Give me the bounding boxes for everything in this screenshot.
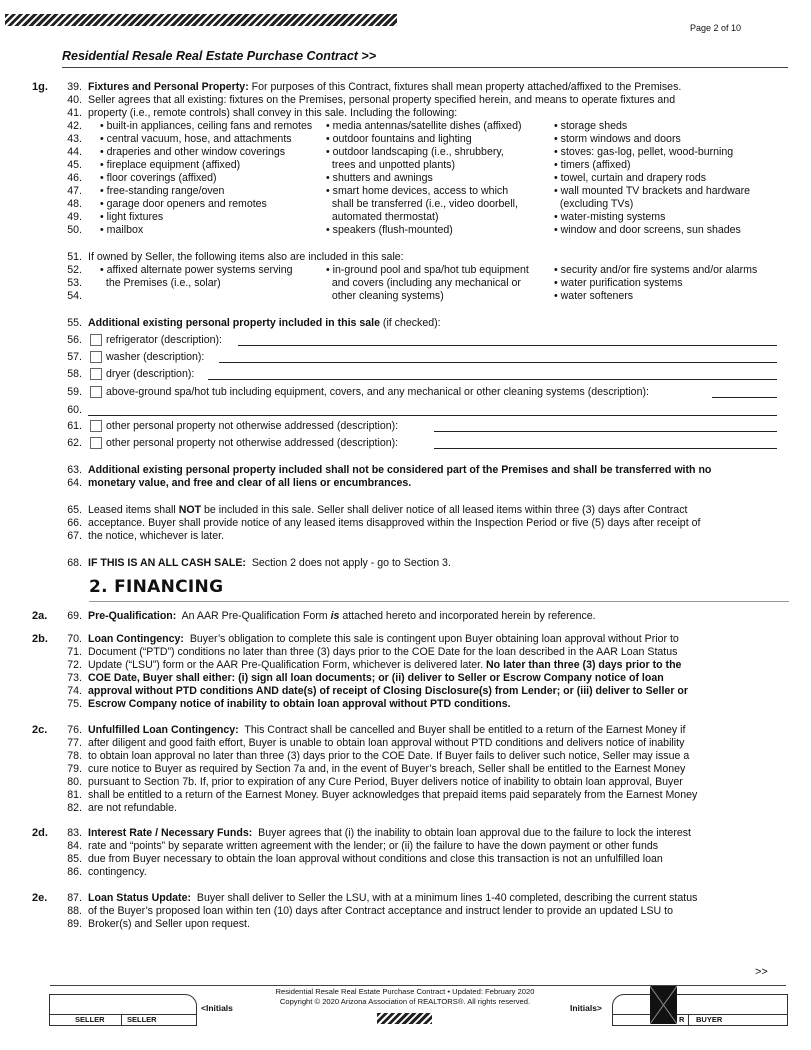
line-69: 69. Pre-Qualification: An AAR Pre-Qualification Form is attached hereto and incorporated herein by reference. — [67, 610, 596, 622]
list-row: 53. the Premises (i.e., solar) and covers (including any mechanical or • water purification systems — [67, 277, 683, 289]
line-65: 65. Leased items shall NOT be included in this sale. Seller shall deliver notice of all leased items within three (3) days after Contract — [67, 504, 688, 516]
dryer-checkbox[interactable] — [90, 368, 102, 380]
line-76: 76. Unfulfilled Loan Contingency: This Contract shall be cancelled and Buyer shall be entitled to a return of the Earnest Money if — [67, 724, 686, 736]
page-title: Residential Resale Real Estate Purchase Contract >> — [62, 49, 377, 63]
line-86: 86. contingency. — [67, 866, 147, 878]
line-55: 55. Additional existing personal property included in this sale (if checked): — [67, 317, 441, 329]
checkbox-row-dryer: 58. dryer (description): — [62, 368, 777, 381]
line-66: 66. acceptance. Buyer shall provide notice of any leased items disapproved within the Inspection Period or five (5) days after receipt of — [67, 517, 701, 529]
line-74: 74. approval without PTD conditions AND date(s) of receipt of Closing Disclosure(s) from Lender; or (iii) deliver to Seller or — [67, 685, 688, 697]
list-row: 54. other cleaning systems) • water softeners — [67, 290, 634, 302]
checkbox-row-refrigerator: 56. refrigerator (description): — [62, 334, 777, 347]
seller-initials-divider — [49, 1014, 197, 1015]
line-81: 81. shall be entitled to a return of the Earnest Money. Buyer acknowledges that prepaid items paid separately from the Earnest Money — [67, 789, 698, 801]
section-label-1g: 1g. — [32, 81, 48, 93]
buyer-initials-split — [688, 1014, 689, 1025]
dryer-description-field[interactable] — [208, 368, 777, 380]
line-84: 84. rate and “points” by separate written agreement with the lender; or (ii) the failure to have the down payment or other funds — [67, 840, 659, 852]
section-label-2e: 2e. — [32, 892, 48, 904]
other-property-checkbox-2[interactable] — [90, 437, 102, 449]
list-row: 43. • central vacuum, hose, and attachments • outdoor fountains and lighting • storm windows and doors — [67, 133, 681, 145]
list-row: 50. • mailbox • speakers (flush-mounted) • window and door screens, sun shades — [67, 224, 741, 236]
line-60: 60. — [62, 404, 777, 417]
page-number: Page 2 of 10 — [690, 23, 742, 33]
buyer-label-1: R — [679, 1015, 685, 1024]
buyer-label-2: BUYER — [696, 1015, 723, 1024]
other-property-checkbox-1[interactable] — [90, 420, 102, 432]
list-row: 44. • draperies and other window coverings • outdoor landscaping (i.e., shrubbery, • stoves: gas-log, pellet, wood-burning — [67, 146, 734, 158]
line-41: 41. property (i.e., remote controls) shall convey in this sale. Including the following: — [67, 107, 458, 119]
list-row: 47. • free-standing range/oven • smart home devices, access to which • wall mounted TV brackets and hardware — [67, 185, 751, 197]
line-51: 51. If owned by Seller, the following items also are included in this sale: — [67, 251, 404, 263]
line-70: 70. Loan Contingency: Buyer’s obligation to complete this sale is contingent upon Buyer obtaining loan approval without Prior to — [67, 633, 679, 645]
list-row: 48. • garage door openers and remotes shall be transferred (i.e., video doorbell, (excluding TVs) — [67, 198, 634, 210]
line-63: 63. Additional existing personal property included shall not be considered part of the Premises and shall be transferred with no — [67, 464, 712, 476]
line-82: 82. are not refundable. — [67, 802, 177, 814]
seller-initials-split — [121, 1014, 122, 1025]
line-68: 68. IF THIS IS AN ALL CASH SALE: Section 2 does not apply - go to Section 3. — [67, 557, 451, 569]
line-75: 75. Escrow Company notice of inability to obtain loan approval without PTD conditions. — [67, 698, 511, 710]
spa-checkbox[interactable] — [90, 386, 102, 398]
line-40: 40. Seller agrees that all existing: fixtures on the Premises, personal property specified herein, and means to operate fixtures and — [67, 94, 676, 106]
washer-description-field[interactable] — [219, 351, 777, 363]
redaction-x-icon — [650, 986, 677, 1024]
other-property-field-1[interactable] — [434, 420, 777, 432]
checkbox-row-spa: 59. above-ground spa/hot tub including equipment, covers, and any mechanical or other cleaning systems (description): — [62, 386, 777, 399]
seller-label-2: SELLER — [127, 1015, 157, 1024]
redacted-box-buyer — [650, 986, 677, 1024]
line-87: 87. Loan Status Update: Buyer shall deliver to Seller the LSU, with at a minimum lines 1-40 completed, describing the current status — [67, 892, 698, 904]
redacted-bar-footer — [377, 1013, 432, 1024]
seller-label-1: SELLER — [75, 1015, 105, 1024]
line-88: 88. of the Buyer’s proposed loan within ten (10) days after Contract acceptance and instruct lender to provide an updated LSU to — [67, 905, 673, 917]
seller-initials-box[interactable] — [49, 994, 197, 1026]
line-85: 85. due from Buyer necessary to obtain the loan approval without conditions and close this transaction is not an unfulfilled loan — [67, 853, 663, 865]
redacted-bar-top — [5, 14, 397, 26]
line-89: 89. Broker(s) and Seller upon request. — [67, 918, 250, 930]
list-row: 46. • floor coverings (affixed) • shutters and awnings • towel, curtain and drapery rods — [67, 172, 707, 184]
line-64: 64. monetary value, and free and clear of all liens or encumbrances. — [67, 477, 412, 489]
washer-checkbox[interactable] — [90, 351, 102, 363]
checkbox-row-other-2: 62. other personal property not otherwise addressed (description): — [62, 437, 777, 450]
line-73: 73. COE Date, Buyer shall either: (i) sign all loan documents; or (ii) deliver to Seller or Escrow Company notice of loan — [67, 672, 664, 684]
header-divider — [62, 67, 788, 68]
section-label-2c: 2c. — [32, 724, 48, 736]
line-71: 71. Document (“PTD”) conditions no later than three (3) days prior to the COE Date for the loan described in the AAR Loan Status — [67, 646, 678, 658]
list-row: 45. • fireplace equipment (affixed) trees and unpotted plants) • timers (affixed) — [67, 159, 631, 171]
buyer-initials-label: Initials> — [570, 1003, 602, 1013]
line-67: 67. the notice, whichever is later. — [67, 530, 225, 542]
line-77: 77. after diligent and good faith effort, Buyer is unable to obtain loan approval without PTD conditions and delivers notice of inability — [67, 737, 685, 749]
other-property-field-2[interactable] — [434, 437, 777, 449]
section-label-2b: 2b. — [32, 633, 48, 645]
line-78: 78. to obtain loan approval no later than three (3) days prior to the COE Date. If Buyer fails to deliver such notice, Seller may issue a — [67, 750, 690, 762]
financing-divider — [89, 601, 789, 602]
refrigerator-checkbox[interactable] — [90, 334, 102, 346]
line-79: 79. cure notice to Buyer as required by Section 7a and, in the event of Buyer’s breach, Seller shall be entitled to the Earnest Money — [67, 763, 686, 775]
seller-initials-label: <Initials — [201, 1003, 233, 1013]
footer-copyright: Residential Resale Real Estate Purchase Contract • Updated: February 2020 Copyright © 2020 Arizona Association of REALTORS®. All rights reserved. — [275, 987, 535, 1006]
line-39: 39. Fixtures and Personal Property: For purposes of this Contract, fixtures shall mean property attached/affixed to the Premises. — [67, 81, 682, 93]
refrigerator-description-field[interactable] — [238, 334, 777, 346]
list-row: 52. • affixed alternate power systems serving • in-ground pool and spa/hot tub equipment • security and/or fire systems and/or alarms — [67, 264, 758, 276]
section-label-2d: 2d. — [32, 827, 48, 839]
line-83: 83. Interest Rate / Necessary Funds: Buyer agrees that (i) the inability to obtain loan approval due to the failure to lock the interest — [67, 827, 691, 839]
description-continuation-field[interactable] — [88, 404, 777, 416]
line-80: 80. pursuant to Section 7b. If, prior to expiration of any Cure Period, Buyer delivers notice of inability to obtain loan approval, Buyer — [67, 776, 683, 788]
line-72: 72. Update (“LSU”) form or the AAR Pre-Qualification Form, whichever is delivered later. No later than three (3) days prior to the — [67, 659, 682, 671]
financing-heading: 2. FINANCING — [89, 577, 224, 597]
spa-description-field[interactable] — [712, 386, 777, 398]
checkbox-row-washer: 57. washer (description): — [62, 351, 777, 364]
section-label-2a: 2a. — [32, 610, 48, 622]
list-row: 49. • light fixtures automated thermostat) • water-misting systems — [67, 211, 666, 223]
list-row: 42. • built-in appliances, ceiling fans and remotes • media antennas/satellite dishes (affixed) • storage sheds — [67, 120, 628, 132]
checkbox-row-other-1: 61. other personal property not otherwise addressed (description): — [62, 420, 777, 433]
continue-arrow: >> — [755, 966, 768, 978]
